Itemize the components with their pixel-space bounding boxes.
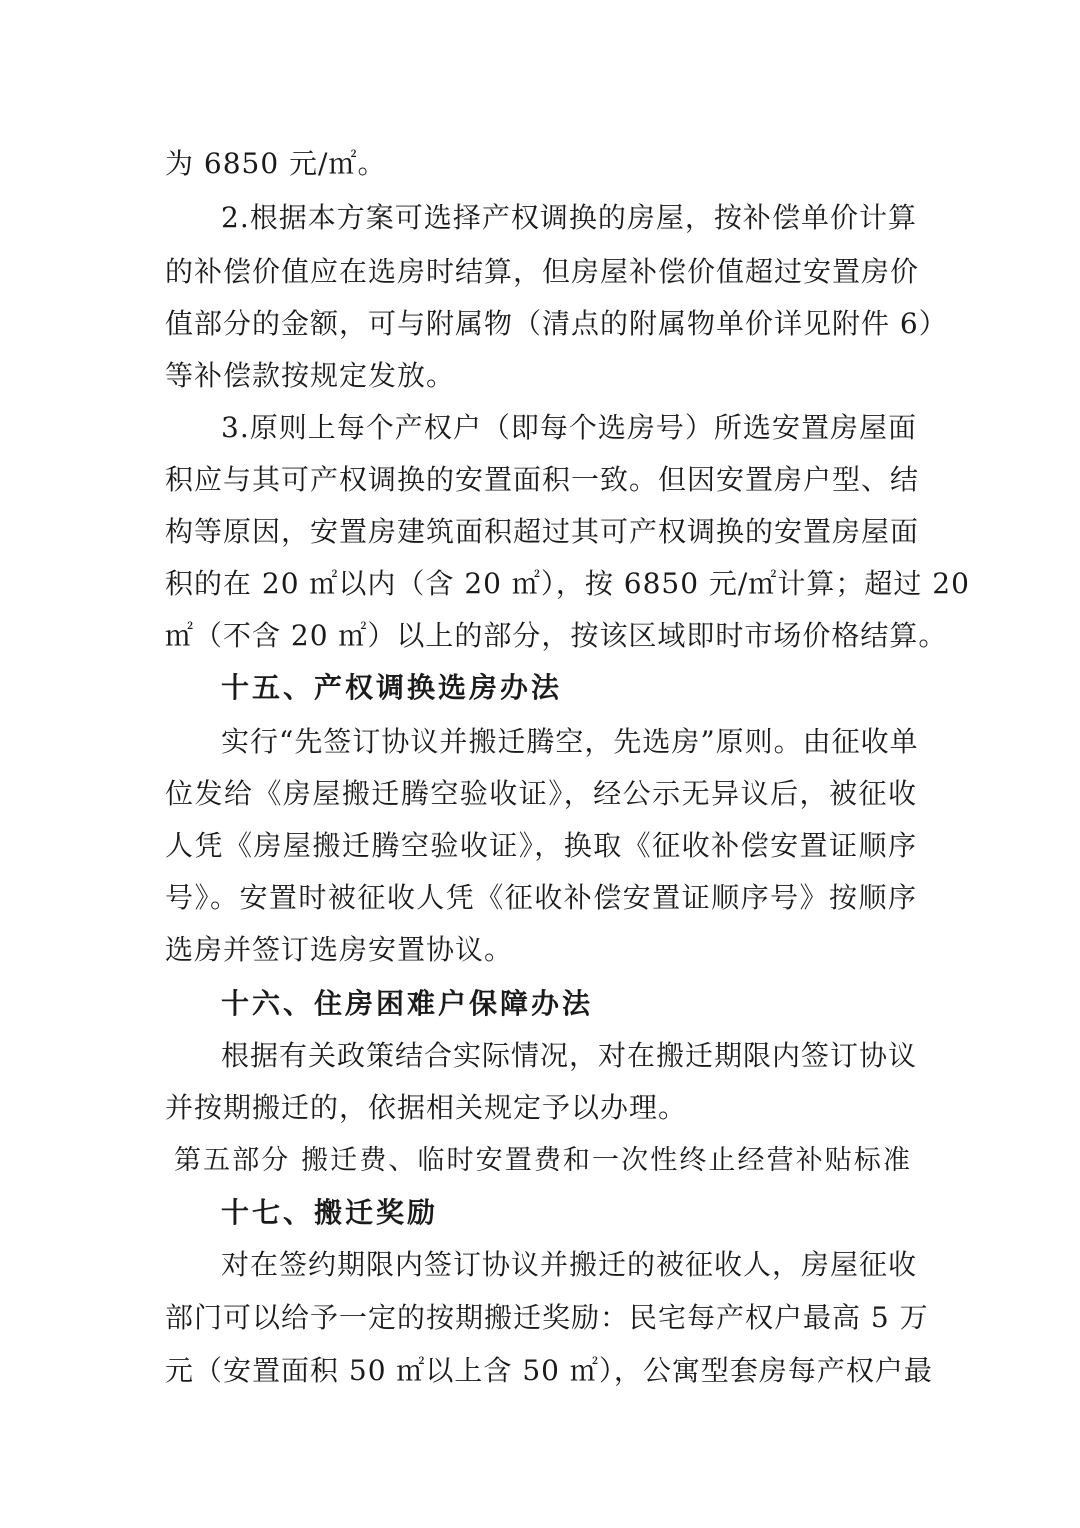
section-heading: 十六、住房困难户保障办法 — [221, 987, 594, 1020]
text-line: 2.根据本方案可选择产权调换的房屋，按补偿单价计算 — [221, 201, 917, 234]
text-line: 构等原因，安置房建筑面积超过其可产权调换的安置房屋面 — [165, 515, 920, 548]
text-line: 选房并签订选房安置协议。 — [165, 933, 514, 966]
text-line: 人凭《房屋搬迁腾空验收证》，换取《征收补偿安置证顺序 — [165, 829, 917, 862]
section-heading: 十五、产权调换选房办法 — [221, 671, 563, 704]
text-line: 的补偿价值应在选房时结算，但房屋补偿价值超过安置房价 — [165, 255, 920, 288]
text-line: 值部分的金额，可与附属物（清点的附属物单价详见附件 6） — [165, 307, 948, 340]
text-line: 位发给《房屋搬迁腾空验收证》，经公示无异议后，被征收 — [165, 777, 917, 810]
text-line: 部门可以给予一定的按期搬迁奖励：民宅每产权户最高 5 万 — [165, 1301, 929, 1334]
text-line: 积应与其可产权调换的安置面积一致。但因安置房户型、结 — [165, 463, 920, 496]
text-line: 元（安置面积 50 ㎡以上含 50 ㎡），公寓型套房每产权户最 — [165, 1354, 933, 1387]
text-line: 积的在 20 ㎡以内（含 20 ㎡），按 6850 元/㎡计算；超过 20 — [165, 567, 970, 600]
text-line: 号》。安置时被征收人凭《征收补偿安置证顺序号》按顺序 — [165, 881, 917, 914]
text-line: ㎡（不含 20 ㎡）以上的部分，按该区域即时市场价格结算。 — [165, 619, 948, 652]
text-line: 根据有关政策结合实际情况，对在搬迁期限内签订协议 — [221, 1039, 918, 1072]
text-line: 3.原则上每个产权户（即每个选房号）所选安置房屋面 — [221, 411, 917, 444]
text-line: 为 6850 元/㎡。 — [165, 147, 387, 180]
text-line: 并按期搬迁的，依据相关规定予以办理。 — [165, 1091, 688, 1124]
text-line: 对在签约期限内签订协议并搬迁的被征收人，房屋征收 — [221, 1248, 918, 1281]
part-heading: 第五部分 搬迁费、临时安置费和一次性终止经营补贴标准 — [174, 1145, 910, 1176]
text-line: 实行“先签订协议并搬迁腾空，先选房”原则。由征收单 — [221, 725, 919, 758]
section-heading: 十七、搬迁奖励 — [221, 1196, 439, 1229]
text-line: 等补偿款按规定发放。 — [165, 359, 456, 392]
